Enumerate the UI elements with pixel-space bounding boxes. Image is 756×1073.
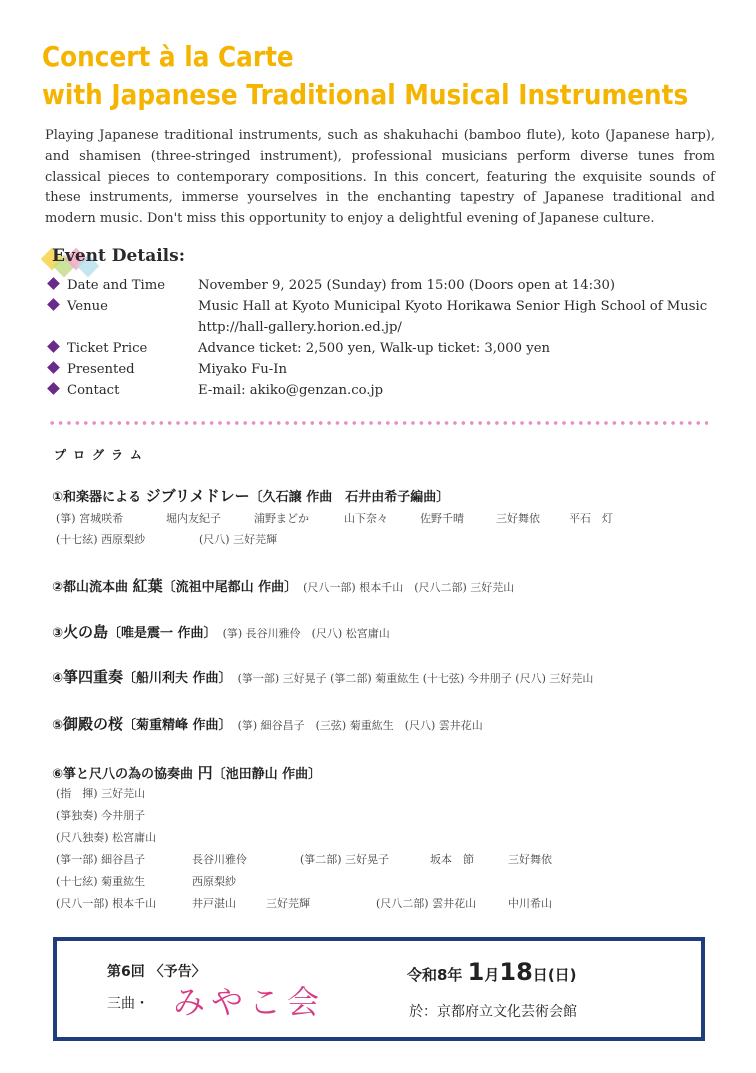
performer: (尺八一部) 根本千山 bbox=[56, 897, 157, 910]
bullet-icon bbox=[47, 340, 60, 353]
event-details-title: Event Details: bbox=[52, 246, 185, 266]
program-number: ④ bbox=[52, 671, 64, 686]
intro-paragraph: Playing Japanese traditional instruments, such as shakuhachi (bamboo flute), koto (Japanese harp), and shamisen (three-stringed instrument), professional musicians perform diverse tunes from classical pieces to contemporary compositions. In this concert, featuring the exquisite sounds of these instruments, immerse yourselves in the enchanting tapestry of Japanese traditional and modern music. Don't miss this opportunity to enjoy a delightful evening of Japanese culture. bbox=[45, 128, 715, 227]
performer: (十七絃) 菊重紘生 bbox=[56, 875, 146, 888]
detail-value: E-mail: akiko@genzan.co.jp bbox=[198, 383, 384, 398]
performer: (箏二部) 三好晃子 bbox=[300, 853, 390, 866]
program-performers: (箏) 長谷川雅伶 (尺八) 松宮庸山 bbox=[222, 627, 390, 640]
performer: (十七絃) 西原梨紗 bbox=[56, 533, 146, 546]
program-piece-title: ジブリメドレー bbox=[145, 487, 250, 505]
event-details-heading bbox=[42, 244, 242, 274]
detail-label: Venue bbox=[67, 299, 108, 314]
performer: 坂本 節 bbox=[430, 853, 474, 866]
banner-weekday: (日) bbox=[547, 966, 577, 984]
program-credit: 〔船川利夫 作曲〕 bbox=[123, 671, 232, 686]
program-heading: プログラム bbox=[54, 448, 149, 462]
banner-sankyoku: 三曲・ bbox=[107, 996, 149, 1012]
program-item-6-conductor: (指 揮) 三好芫山 bbox=[56, 787, 146, 800]
detail-label: Date and Time bbox=[67, 278, 166, 293]
banner-month: 1 bbox=[467, 958, 485, 986]
program-piece-title: 箏四重奏 bbox=[63, 668, 124, 686]
banner-day-unit: 日 bbox=[532, 966, 548, 984]
program-item-2-title bbox=[52, 575, 514, 596]
detail-row-date bbox=[46, 275, 736, 296]
program-item-1-performers-2 bbox=[56, 531, 716, 547]
performer: 山下奈々 bbox=[344, 512, 388, 525]
banner-day: 18 bbox=[499, 958, 533, 986]
performer: 三好舞依 bbox=[496, 512, 540, 525]
program-number: ① bbox=[52, 490, 64, 505]
program-prefix: 和楽器による bbox=[63, 490, 142, 505]
program-credit: 〔池田静山 作曲〕 bbox=[212, 767, 322, 782]
event-details-list bbox=[46, 275, 736, 401]
program-number: ⑥ bbox=[52, 767, 64, 782]
program-item-3-title bbox=[52, 621, 390, 642]
performer: (箏一部) 細谷昌子 bbox=[56, 853, 146, 866]
banner-edition: 第6回 〈予告〉 bbox=[107, 964, 206, 980]
program-item-6-title bbox=[52, 762, 321, 783]
detail-row-contact bbox=[46, 380, 736, 401]
program-number: ⑤ bbox=[52, 718, 64, 733]
performer: (箏) 宮城咲希 bbox=[56, 512, 124, 525]
program-item-6-shakuhachi-solo: (尺八独奏) 松宮庸山 bbox=[56, 831, 157, 844]
performer: 三好舞依 bbox=[508, 853, 552, 866]
concert-title bbox=[42, 38, 689, 114]
performer: 長谷川雅伶 bbox=[192, 853, 247, 866]
program-item-5-title bbox=[52, 713, 483, 734]
program-item-6-koto-parts bbox=[56, 851, 716, 867]
detail-label: Ticket Price bbox=[67, 341, 148, 356]
program-performers: (箏) 細谷昌子 (三弦) 菊重紘生 (尺八) 雲井花山 bbox=[237, 719, 483, 732]
program-credit: 〔菊重精峰 作曲〕 bbox=[123, 718, 232, 733]
performer: 堀内友紀子 bbox=[166, 512, 221, 525]
title-line-1: Concert à la Carte bbox=[42, 41, 294, 73]
performer: 三好芫輝 bbox=[266, 897, 310, 910]
banner-name: みやこ会 bbox=[173, 983, 326, 1021]
banner-date bbox=[407, 958, 577, 986]
bullet-icon bbox=[47, 277, 60, 290]
performer: 井戸湛山 bbox=[192, 897, 236, 910]
performer: 浦野まどか bbox=[254, 512, 309, 525]
detail-row-ticket bbox=[46, 338, 736, 359]
program-item-4-title bbox=[52, 666, 593, 687]
program-credit: 〔唯是震一 作曲〕 bbox=[108, 626, 217, 641]
detail-row-presented bbox=[46, 359, 736, 380]
program-item-6-koto-solo: (箏独奏) 今井朋子 bbox=[56, 809, 146, 822]
next-concert-banner bbox=[53, 937, 705, 1041]
program-item-6-shakuhachi-parts bbox=[56, 895, 716, 911]
performer: 中川希山 bbox=[508, 897, 552, 910]
banner-venue: 於：京都府立文化芸術会館 bbox=[409, 1004, 577, 1020]
venue-url: http://hall-gallery.horion.ed.jp/ bbox=[198, 320, 402, 335]
program-item-1-title bbox=[52, 485, 449, 506]
banner-month-unit: 月 bbox=[484, 966, 500, 984]
program-number: ② bbox=[52, 580, 64, 595]
detail-row-venue bbox=[46, 296, 736, 338]
program-performers: (尺八一部) 根本千山 (尺八二部) 三好芫山 bbox=[303, 581, 515, 594]
performer: 平石 灯 bbox=[569, 512, 613, 525]
bullet-icon bbox=[47, 382, 60, 395]
program-number: ③ bbox=[52, 626, 64, 641]
detail-value: Miyako Fu-In bbox=[198, 362, 287, 377]
program-item-1-performers bbox=[56, 510, 716, 526]
performer: 佐野千晴 bbox=[420, 512, 464, 525]
program-credit: 〔久石譲 作曲 石井由希子編曲〕 bbox=[249, 490, 450, 505]
performer: 西原梨紗 bbox=[192, 875, 236, 888]
detail-label: Contact bbox=[67, 383, 120, 398]
performer: (尺八) 三好芫輝 bbox=[199, 533, 278, 546]
performer: (尺八二部) 雲井花山 bbox=[376, 897, 477, 910]
banner-date-era: 令和8年 bbox=[407, 966, 463, 984]
detail-value: November 9, 2025 (Sunday) from 15:00 (Doors open at 14:30) bbox=[198, 278, 616, 293]
bullet-icon bbox=[47, 361, 60, 374]
program-prefix: 都山流本曲 bbox=[63, 580, 129, 595]
bullet-icon bbox=[47, 298, 60, 311]
detail-value: Music Hall at Kyoto Municipal Kyoto Horikawa Senior High School of Music bbox=[198, 299, 708, 314]
program-piece-title: 紅葉 bbox=[132, 577, 163, 595]
program-piece-title: 火の島 bbox=[63, 623, 109, 641]
program-credit: 〔流祖中尾都山 作曲〕 bbox=[162, 580, 298, 595]
program-piece-title: 円 bbox=[197, 764, 213, 782]
detail-label: Presented bbox=[67, 362, 135, 377]
detail-value: Advance ticket: 2,500 yen, Walk-up ticket: 3,000 yen bbox=[198, 341, 551, 356]
program-prefix: 箏と尺八の為の協奏曲 bbox=[63, 767, 194, 782]
title-line-2: with Japanese Traditional Musical Instruments bbox=[42, 79, 689, 111]
program-performers: (箏一部) 三好晃子 (箏二部) 菊重紘生 (十七弦) 今井朋子 (尺八) 三好芫山 bbox=[237, 672, 594, 685]
dotted-divider bbox=[48, 421, 708, 425]
program-piece-title: 御殿の桜 bbox=[63, 715, 124, 733]
program-item-6-seventeen-string bbox=[56, 873, 716, 889]
